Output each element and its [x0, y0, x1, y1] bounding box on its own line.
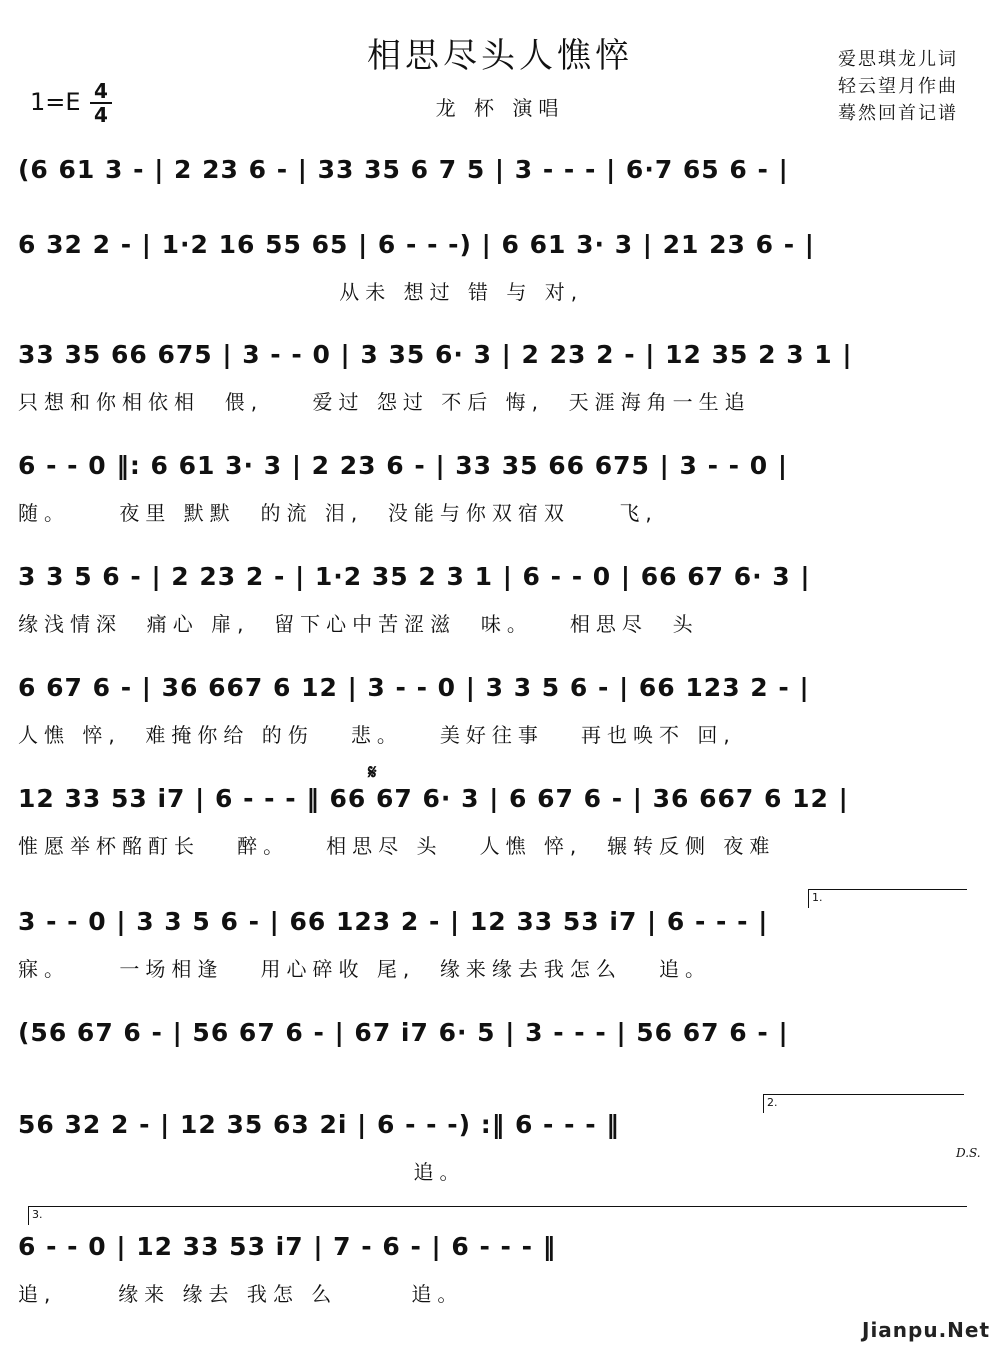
notes-line-2: 6 32 2 - | 1·2 16 55 65 | 6 - - -) | 6 61 3· 3 | 21 23 6 - |: [18, 230, 815, 259]
credits: [838, 46, 958, 127]
lyrics-line-5: 缘浅情深 痛心 扉, 留下心中苦涩滋 味。 相思尽 头: [18, 612, 699, 636]
notes-line-1: (6 61 3 - | 2 23 6 - | 33 35 6 7 5 | 3 - - - | 6·7 65 6 - |: [18, 155, 789, 184]
transcriber-credit: 蓦然回首记谱: [838, 103, 958, 124]
notes-line-3: 33 35 66 675 | 3 - - 0 | 3 35 6· 3 | 2 23 2 - | 12 35 2 3 1 |: [18, 340, 853, 369]
notes-line-11: 6 - - 0 | 12 33 53 i7 | 7 - 6 - | 6 - - - ‖: [18, 1232, 557, 1261]
ds-mark: D.S.: [956, 1146, 981, 1160]
segno-sign: 𝄋: [368, 760, 377, 784]
notes-line-7: 12 33 53 i7 | 6 - - - ‖ 66 67 6· 3 | 6 67 6 - | 36 667 6 12 |: [18, 784, 849, 813]
notes-line-10: 56 32 2 - | 12 35 63 2i | 6 - - -) :‖ 6 - - - ‖: [18, 1110, 620, 1139]
notes-line-9: (56 67 6 - | 56 67 6 - | 67 i7 6· 5 | 3 - - - | 56 67 6 - |: [18, 1018, 789, 1047]
notes-line-5: 3 3 5 6 - | 2 23 2 - | 1·2 35 2 3 1 | 6 - - 0 | 66 67 6· 3 |: [18, 562, 811, 591]
volta-1-label: 1.: [812, 891, 823, 904]
lyrics-line-9: [18, 1064, 986, 1092]
lyrics-line-1: [18, 201, 986, 229]
song-title: 相思尽头人憔悴: [367, 36, 633, 76]
volta-2-label: 2.: [767, 1096, 778, 1109]
lyrics-line-10: 追。: [18, 1160, 466, 1184]
watermark: Jianpu.Net: [862, 1318, 991, 1342]
time-signature-denominator: 4: [94, 103, 108, 127]
volta-3-label: 3.: [32, 1208, 43, 1221]
volta-2-bracket: [763, 1094, 964, 1113]
volta-1-bracket: [808, 889, 967, 908]
notes-line-6: 6 67 6 - | 36 667 6 12 | 3 - - 0 | 3 3 5 6 - | 66 123 2 - |: [18, 673, 810, 702]
lyrics-line-4: 随。 夜里 默默 的流 泪, 没能与你双宿双 飞,: [18, 501, 658, 525]
lyrics-line-7: 惟愿举杯酩酊长 醉。 相思尽 头 人憔 悴, 辗转反侧 夜难: [18, 834, 776, 858]
composer-credit: 轻云望月作曲: [838, 76, 958, 97]
performer: 龙 杯 演唱: [435, 96, 565, 120]
key-signature: 1=E: [30, 88, 81, 116]
lyrics-line-8: 寐。 一场相逢 用心碎收 尾, 缘来缘去我怎么 追。: [18, 957, 712, 981]
lyrics-line-6: 人憔 悴, 难掩你给 的伤 悲。 美好往事 再也唤不 回,: [18, 723, 736, 747]
volta-3-bracket: [28, 1206, 967, 1225]
lyrics-line-3: 只想和你相依相 偎, 爱过 怨过 不后 悔, 天涯海角一生追: [18, 390, 751, 414]
notes-line-4: 6 - - 0 ‖: 6 61 3· 3 | 2 23 6 - | 33 35 66 675 | 3 - - 0 |: [18, 451, 788, 480]
notes-line-8: 3 - - 0 | 3 3 5 6 - | 66 123 2 - | 12 33 53 i7 | 6 - - - |: [18, 907, 769, 936]
lyrics-line-2: 从未 想过 错 与 对,: [18, 280, 584, 304]
time-signature-numerator: 4: [90, 80, 112, 104]
lyrics-line-11: 追, 缘来 缘去 我怎 么 追。: [18, 1282, 464, 1306]
lyricist-credit: 爱思琪龙儿词: [838, 49, 958, 70]
